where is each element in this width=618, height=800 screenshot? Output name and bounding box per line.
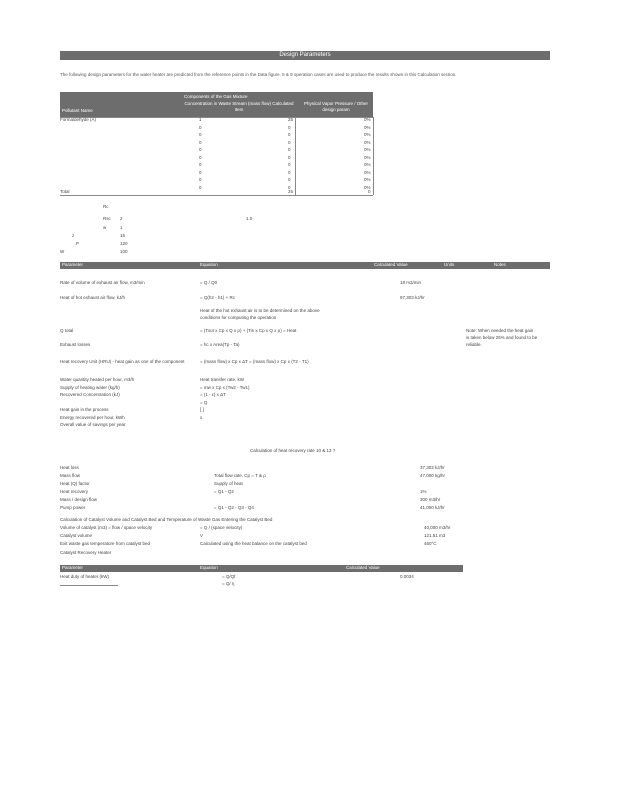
recovery-label: Pump power bbox=[60, 505, 86, 510]
row-b: 0 bbox=[288, 139, 291, 145]
row-c: 0% bbox=[364, 162, 371, 167]
col-header: Equation bbox=[200, 565, 218, 570]
recovery-label: Heat (Q) factor bbox=[60, 481, 90, 486]
row-b: 0 bbox=[288, 147, 291, 152]
block-caption: Calculation of heat recovery rate 10 & 13 ? bbox=[250, 448, 336, 453]
calc-row-param: Heat of hot exhaust air flow, kJ/h bbox=[60, 295, 126, 300]
note-label: z bbox=[72, 233, 75, 238]
row-b: 0 bbox=[288, 124, 291, 130]
row-b: 25 bbox=[288, 117, 294, 122]
calc-row-eq: = Q(h2 - h1) + Rc bbox=[200, 295, 236, 300]
heater-value: 0.0034 bbox=[400, 574, 414, 579]
param-equation: x bbox=[200, 414, 203, 420]
row-name: Formaldehyde (A) bbox=[60, 117, 97, 122]
catalyst-equation: V bbox=[200, 533, 204, 538]
param-label: Water quantity heated per hour, m3/h bbox=[60, 377, 135, 382]
recovery-value: 1% bbox=[420, 489, 427, 494]
recovery-value: 41,000 kJ/hr bbox=[420, 505, 445, 510]
row-b: 0 bbox=[288, 184, 291, 190]
grid-line bbox=[295, 117, 296, 195]
catalyst-label: Volume of catalyst (m3) = flow / space velocity bbox=[60, 525, 153, 530]
recovery-equation: = Q1 - Q2 - Q3 - Q4 bbox=[214, 505, 254, 510]
row-c: 0% bbox=[364, 184, 371, 190]
calc-row-param: Heat recovery Unit (HRU) - heat gain as one of the component bbox=[60, 359, 185, 364]
row-b: 0 bbox=[288, 177, 291, 182]
param-label: Supply of heating water (kg/h) bbox=[60, 384, 120, 390]
catalyst-value: 460°C bbox=[424, 541, 437, 546]
catalyst-equation: = Q / (space velocity) bbox=[200, 525, 243, 530]
note-label: Rc bbox=[103, 204, 109, 209]
param-label: Energy recovered per hour, kWh bbox=[60, 414, 125, 420]
total-label: Total bbox=[60, 189, 70, 194]
note-label: w bbox=[103, 225, 107, 230]
row-a: 0 bbox=[199, 147, 202, 152]
row-c: 0% bbox=[364, 117, 371, 122]
heater-table-header bbox=[60, 565, 463, 572]
row-b: 0 bbox=[288, 169, 291, 175]
total-c: 0 bbox=[368, 189, 371, 194]
grid-line bbox=[373, 117, 374, 195]
col-header-name: Pollutant Name bbox=[62, 108, 93, 113]
catalyst-label: Exit waste gas temperature from catalyst bed bbox=[60, 541, 151, 546]
row-c: 0% bbox=[364, 124, 371, 130]
col-header-conc: Concentration in Waste Stream (mass flow) Calculated Item bbox=[184, 101, 294, 112]
note-label: W bbox=[60, 249, 65, 254]
calc-row-param: Exhaust losses bbox=[60, 342, 91, 347]
param-equation: Heat transfer rate, kW bbox=[200, 377, 245, 382]
row-c: 0% bbox=[364, 132, 371, 137]
row-c: 0% bbox=[364, 177, 371, 182]
note-value: 15 bbox=[120, 233, 126, 238]
grid-line bbox=[60, 117, 373, 118]
total-b: 25 bbox=[288, 189, 294, 194]
param-equation: = (1 - ε) x ΔT bbox=[200, 392, 226, 397]
row-a: 0 bbox=[199, 154, 202, 160]
col-header: Calculated Value bbox=[374, 262, 408, 267]
recovery-label: Heat loss bbox=[60, 465, 79, 470]
param-label: Recovered Concentration (kJ) bbox=[60, 392, 120, 397]
row-b: 0 bbox=[288, 154, 291, 160]
col-header: Units bbox=[444, 262, 455, 267]
calc-row-note: reliable. bbox=[466, 342, 482, 347]
row-a: 0 bbox=[199, 169, 202, 175]
calc-table-header bbox=[60, 262, 550, 269]
recovery-label: Heat recovery bbox=[60, 489, 89, 494]
calc-row-eq: conditions for computing the operation bbox=[200, 315, 277, 320]
col-header: Parameter bbox=[62, 565, 84, 570]
calc-row-param: Q total bbox=[60, 328, 74, 333]
param-equation: [ ] bbox=[200, 407, 204, 412]
calc-row-eq: = (mass flow) x Cp x ΔT = (mass flow) x Cp x (T2 - T1) bbox=[200, 359, 309, 364]
row-a: 1 bbox=[199, 117, 202, 122]
col-header: Parameter bbox=[62, 262, 84, 267]
recovery-label: Mass flow bbox=[60, 473, 81, 478]
group-header: Components of the Gas Mixture bbox=[184, 94, 248, 99]
block-heading: Catalyst Recovery Heater bbox=[60, 550, 112, 555]
calc-row-param: Rate of volume of exhaust air flow, m3/min bbox=[60, 280, 145, 285]
page-title: Design Parameters bbox=[279, 52, 331, 58]
row-a: 0 bbox=[199, 132, 202, 137]
note-value: 120 bbox=[120, 241, 128, 246]
note-value: 2 bbox=[120, 216, 123, 221]
row-a: 0 bbox=[199, 177, 202, 182]
note-value: 100 bbox=[120, 249, 128, 254]
recovery-value: 37,303 kJ/hr bbox=[420, 465, 445, 470]
heater-equation: = Q/Qf bbox=[222, 574, 236, 579]
param-label: Overall value of savings per year bbox=[60, 422, 126, 427]
calc-row-value: 97,303 kJ/hr bbox=[400, 295, 425, 300]
recovery-equation: Supply of heat bbox=[214, 481, 243, 486]
catalyst-value: 121.51 m3 bbox=[424, 533, 446, 538]
catalyst-label: Catalyst volume bbox=[60, 533, 93, 538]
calc-row-eq: Heat of the hot exhaust air is to be determined on the above bbox=[200, 308, 320, 313]
calc-row-note: Note: When needed the heat gain bbox=[466, 328, 534, 333]
param-equation: = Q bbox=[200, 399, 208, 405]
intro-text: The following design parameters for the water heater are predicted from the reference points in the Data figure. 5 & 9 operation cases are used to produce the results shown in this Calculation section. bbox=[60, 72, 457, 77]
note-value: 1 bbox=[120, 225, 123, 230]
row-c: 0% bbox=[364, 169, 371, 175]
block-heading: Calculation of Catalyst Volume and Catalyst Bed and Temperature of Waste Gas Entering the Catalyst Bed bbox=[60, 517, 273, 522]
grid-line bbox=[60, 195, 373, 196]
recovery-equation: = Q1 - Q2 bbox=[214, 489, 234, 494]
note-label: Rsc bbox=[103, 216, 111, 221]
row-b: 0 bbox=[288, 132, 291, 137]
recovery-label: Mass / design flow bbox=[60, 497, 98, 502]
calc-row-eq: = hc x Area(Tp - Ta) bbox=[200, 342, 240, 347]
row-a: 0 bbox=[199, 124, 202, 130]
calc-row-eq: = Q / Q0 bbox=[200, 280, 218, 285]
param-label: Heat gain in the process bbox=[60, 407, 109, 412]
row-a: 0 bbox=[199, 162, 202, 167]
col-header: Notes bbox=[494, 262, 506, 267]
param-equation: = mw x Cp x (Tw2 - Tw1) bbox=[200, 384, 250, 390]
col-header: Calculated Value bbox=[346, 565, 380, 570]
row-c: 0% bbox=[364, 147, 371, 152]
composition-table-header bbox=[60, 92, 373, 117]
catalyst-equation: Calculated using the heat balance on the catalyst bed bbox=[200, 541, 307, 546]
catalyst-value: 40,000 m3/hr bbox=[424, 525, 451, 530]
footnote-line bbox=[60, 585, 118, 586]
note-label: P bbox=[76, 241, 80, 246]
calc-row-value: 18 m3/min bbox=[400, 280, 422, 285]
row-a: 0 bbox=[199, 139, 202, 145]
row-c: 0% bbox=[364, 154, 371, 160]
col-header: Equation bbox=[200, 262, 218, 267]
recovery-value: 300 m3/hr bbox=[420, 497, 441, 502]
row-c: 0% bbox=[364, 139, 371, 145]
note-extra: 1.0 bbox=[246, 216, 253, 221]
recovery-equation: Total flow rate, Cp = T & ρ bbox=[214, 473, 266, 478]
row-b: 0 bbox=[288, 162, 291, 167]
calc-row-note: is taken below 25% and found to be bbox=[466, 335, 538, 340]
calc-row-eq: = (Tout x Cp x Q x ρ) + (Tin x Cp x Q x ρ) = Heat bbox=[200, 328, 297, 333]
heater-param: Heat duty of heater (kW) bbox=[60, 574, 110, 579]
col-header-vapor: Physical Vapor Pressure / Other design param bbox=[304, 101, 368, 112]
row-a: 0 bbox=[199, 184, 202, 190]
heater-equation: = Q/ η bbox=[222, 581, 235, 586]
recovery-value: 47,000 kg/hr bbox=[420, 473, 446, 478]
